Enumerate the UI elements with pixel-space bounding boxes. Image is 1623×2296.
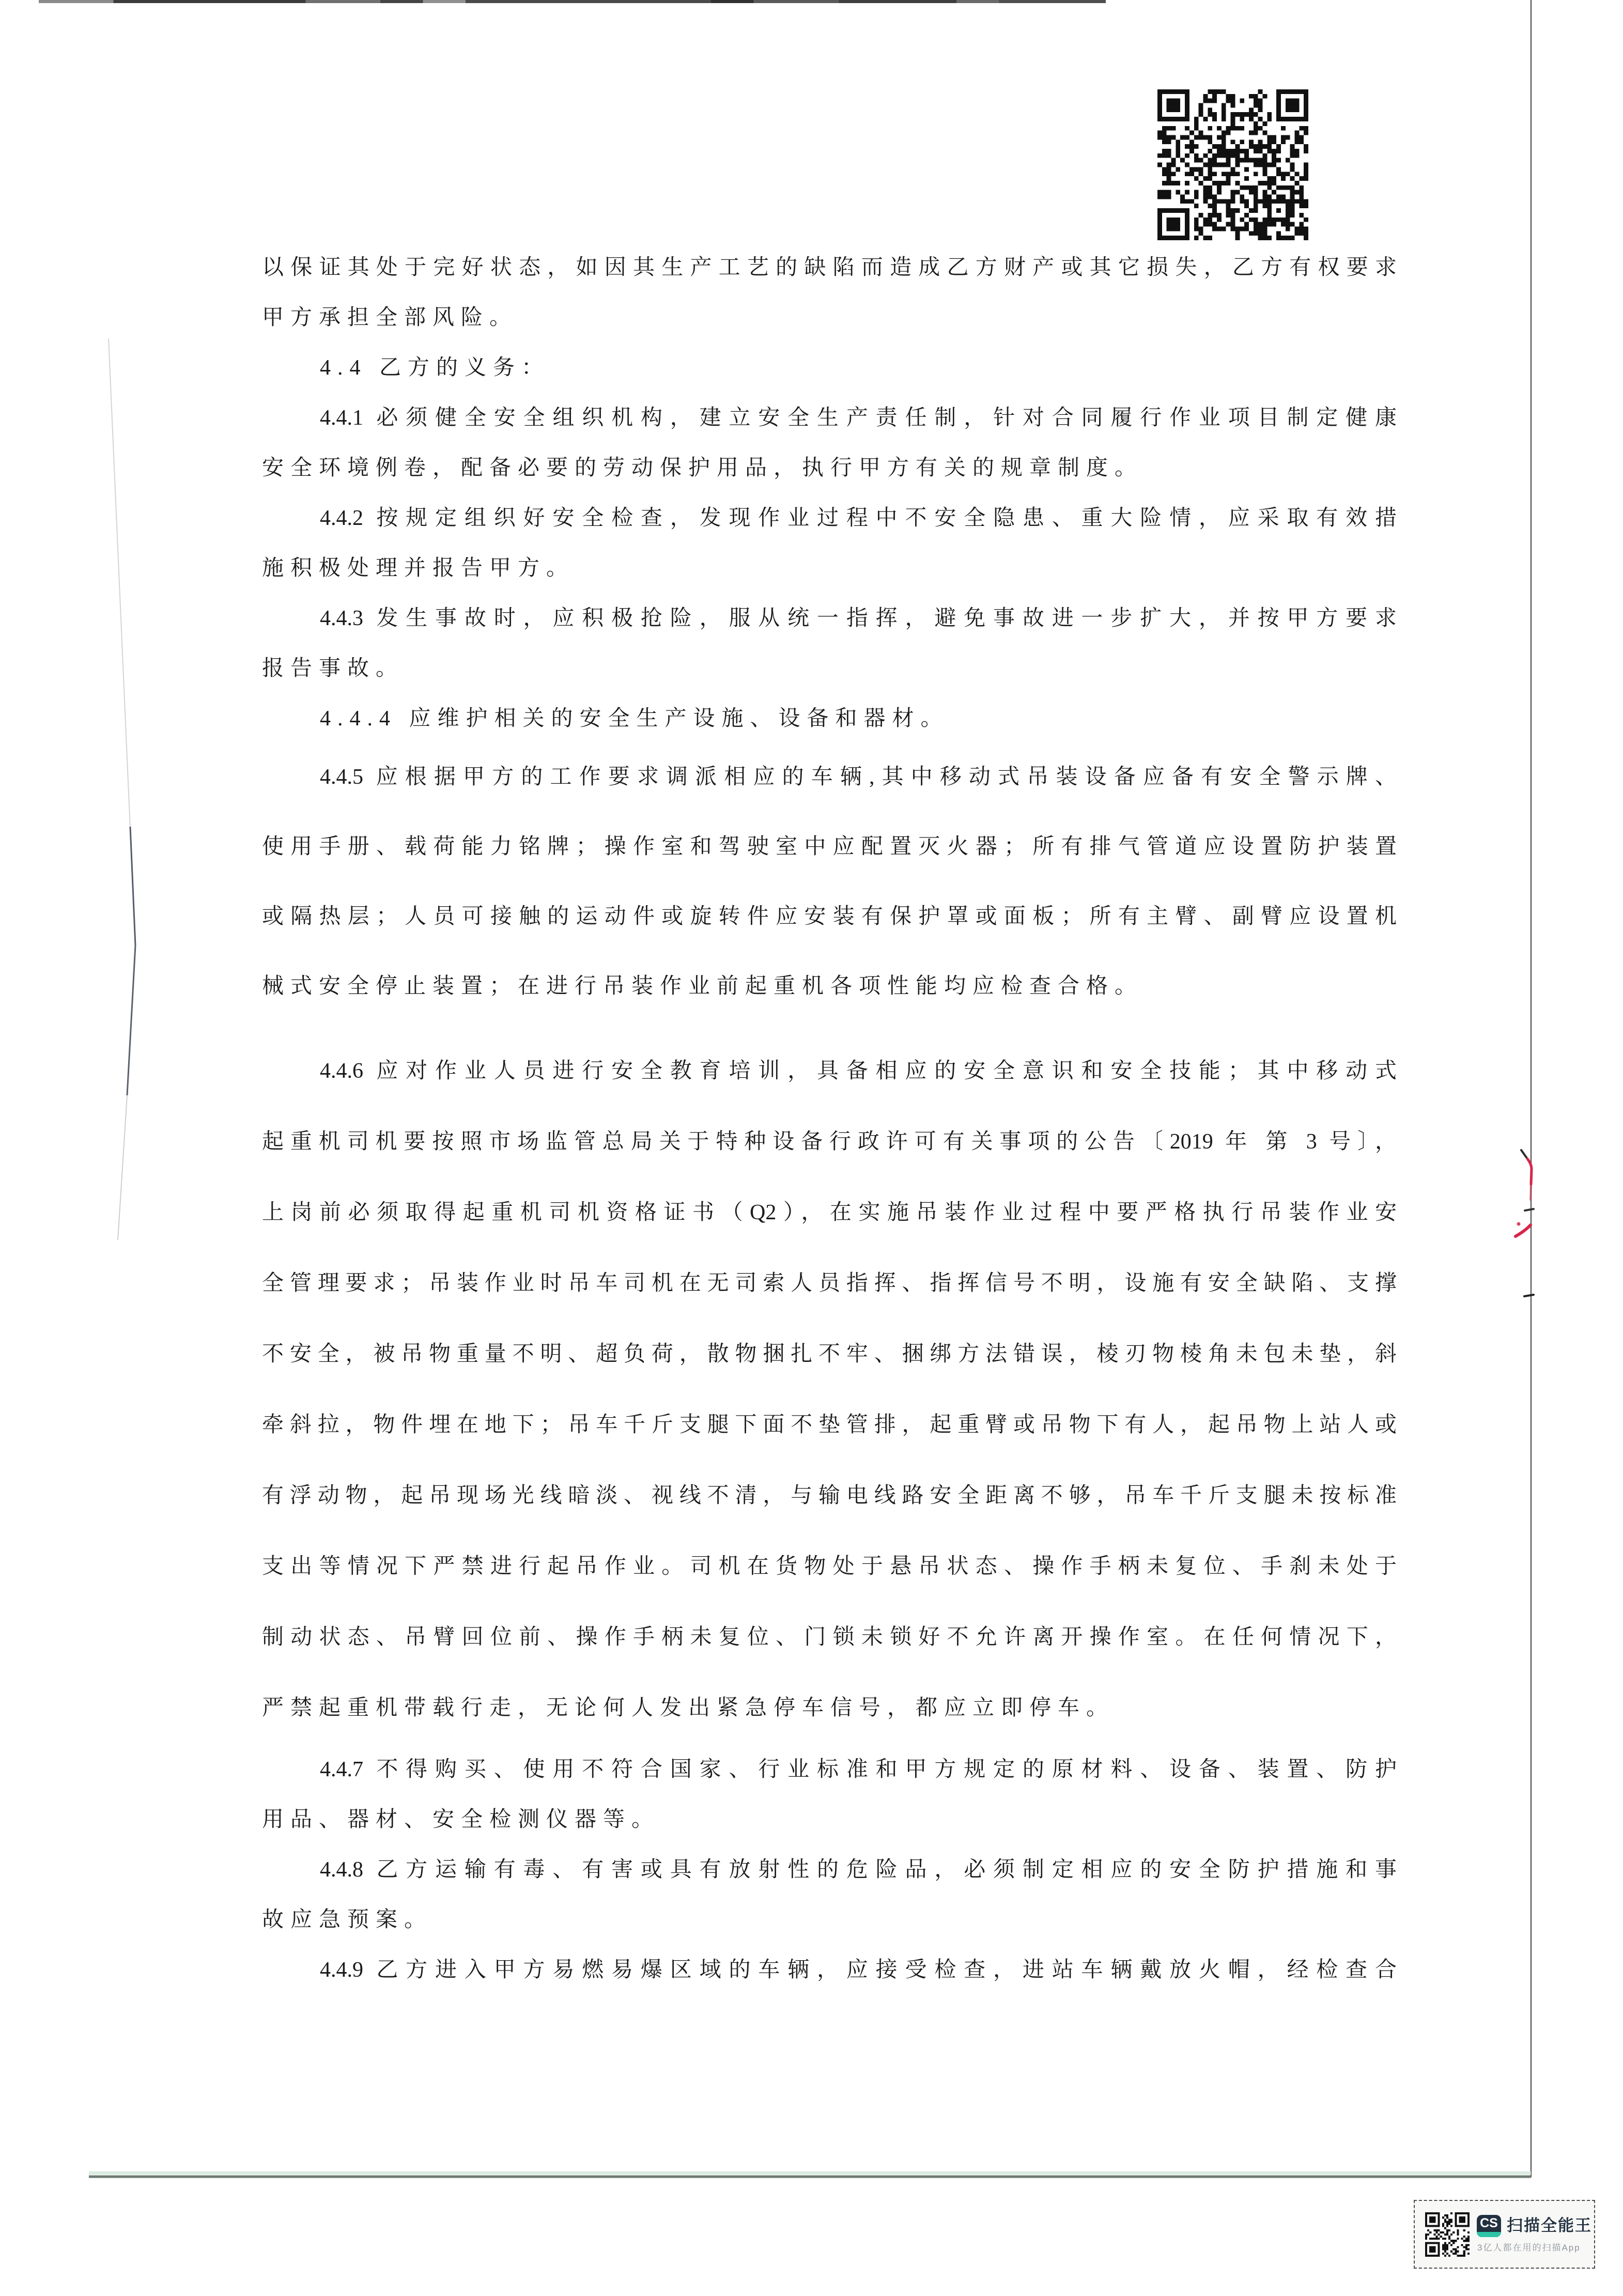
- text-line: 上岗前必须取得起重机司机资格证书（Q2），在实施吊装作业过程中要严格执行吊装作业安: [262, 1201, 1397, 1224]
- text-line: 4.4.5 应根据甲方的工作要求调派相应的车辆,其中移动式吊装设备应备有安全警示牌、: [320, 765, 1397, 789]
- scan-top-edge-artifact: [39, 0, 1106, 3]
- text-line: 故应急预案。: [262, 1908, 433, 1932]
- text-line: 起重机司机要按照市场监管总局关于特种设备行政许可有关事项的公告〔2019 年 第 3 号〕，: [262, 1130, 1397, 1154]
- camscanner-app-icon-letters: CS: [1480, 2216, 1498, 2230]
- red-pen-marks: [1516, 1150, 1534, 1296]
- text-line: 不安全，被吊物重量不明、超负荷，散物捆扎不牢、捆绑方法错误，棱刃物棱角未包未垫，斜: [262, 1342, 1397, 1366]
- paragraph-block: [262, 243, 1397, 744]
- camscanner-watermark: [1414, 2200, 1595, 2269]
- text-line: 4.4.7 不得购买、使用不符合国家、行业标准和甲方规定的原材料、设备、装置、防护: [320, 1758, 1397, 1781]
- text-line: 4.4.2 按规定组织好安全检查，发现作业过程中不安全隐患、重大险情，应采取有效措: [320, 506, 1397, 530]
- text-line: 用品、器材、安全检测仪器等。: [262, 1808, 660, 1832]
- text-line: 严禁起重机带载行走，无论何人发出紧急停车信号，都应立即停车。: [262, 1696, 1115, 1720]
- left-hairline-artifact: [109, 338, 135, 945]
- paragraph-block: [262, 1036, 1397, 1744]
- camscanner-qr-code-icon: [1425, 2212, 1470, 2257]
- text-line: 4.4.6 应对作业人员进行安全教育培训，具备相应的安全意识和安全技能；其中移动式: [320, 1059, 1397, 1083]
- text-line: 有浮动物，起吊现场光线暗淡、视线不清，与输电线路安全距离不够，吊车千斤支腿未按标准: [262, 1484, 1397, 1508]
- qr-code-icon: [1157, 86, 1308, 243]
- text-line: 制动状态、吊臂回位前、操作手柄未复位、门锁未锁好不允许离开操作室。在任何情况下，: [262, 1625, 1397, 1649]
- text-line: 4.4.8 乙方运输有毒、有害或具有放射性的危险品，必须制定相应的安全防护措施和事: [320, 1858, 1397, 1882]
- text-column: [262, 243, 1397, 1995]
- text-line: 使用手册、载荷能力铭牌；操作室和驾驶室中应配置灭火器；所有排气管道应设置防护装置: [262, 835, 1397, 859]
- text-line: 4.4.4 应维护相关的安全生产设施、设备和器材。: [320, 707, 949, 731]
- text-line: 或隔热层；人员可接触的运动件或旋转件应安装有保护罩或面板；所有主臂、副臂应设置机: [262, 905, 1397, 928]
- text-line: 4.4 乙方的义务：: [320, 356, 550, 380]
- camscanner-app-icon: [1477, 2215, 1501, 2237]
- text-line: 牵斜拉，物件埋在地下；吊车千斤支腿下面不垫管排，起重臂或吊物下有人，起吊物上站人或: [262, 1413, 1397, 1437]
- text-line: 全管理要求；吊装作业时吊车司机在无司索人员指挥、指挥信号不明，设施有安全缺陷、支撑: [262, 1271, 1397, 1295]
- text-line: 安全环境例卷，配备必要的劳动保护用品，执行甲方有关的规章制度。: [262, 456, 1143, 480]
- text-line: 4.4.9 乙方进入甲方易燃易爆区域的车辆，应接受检查，进站车辆戴放火帽，经检查合: [320, 1958, 1397, 1982]
- camscanner-subtitle: 3亿人都在用的扫描App: [1477, 2243, 1581, 2253]
- text-line: 4.4.1 必须健全安全组织机构，建立安全生产责任制，针对合同履行作业项目制定健康: [320, 406, 1397, 430]
- left-hairline-artifact-fade: [118, 1095, 127, 1240]
- text-line: 施积极处理并报告甲方。: [262, 556, 575, 580]
- text-line: 支出等情况下严禁进行起吊作业。司机在货物处于悬吊状态、操作手柄未复位、手刹未处于: [262, 1555, 1397, 1578]
- text-line: 甲方承担全部风险。: [262, 306, 518, 330]
- camscanner-title: 扫描全能王: [1507, 2216, 1592, 2235]
- camscanner-app-icon-teal-strip: [1477, 2232, 1501, 2237]
- text-line: 械式安全停止装置；在进行吊装作业前起重机各项性能均应检查合格。: [262, 974, 1143, 998]
- text-line: 以保证其处于完好状态，如因其生产工艺的缺陷而造成乙方财产或其它损失，乙方有权要求: [262, 256, 1397, 280]
- text-line: 4.4.3 发生事故时，应积极抢险，服从统一指挥，避免事故进一步扩大，并按甲方要求: [320, 607, 1397, 630]
- paragraph-block: [262, 1745, 1397, 1995]
- paragraph-block: [262, 742, 1397, 1021]
- left-hairline-artifact-dark: [127, 827, 135, 1095]
- text-line: 报告事故。: [262, 657, 405, 680]
